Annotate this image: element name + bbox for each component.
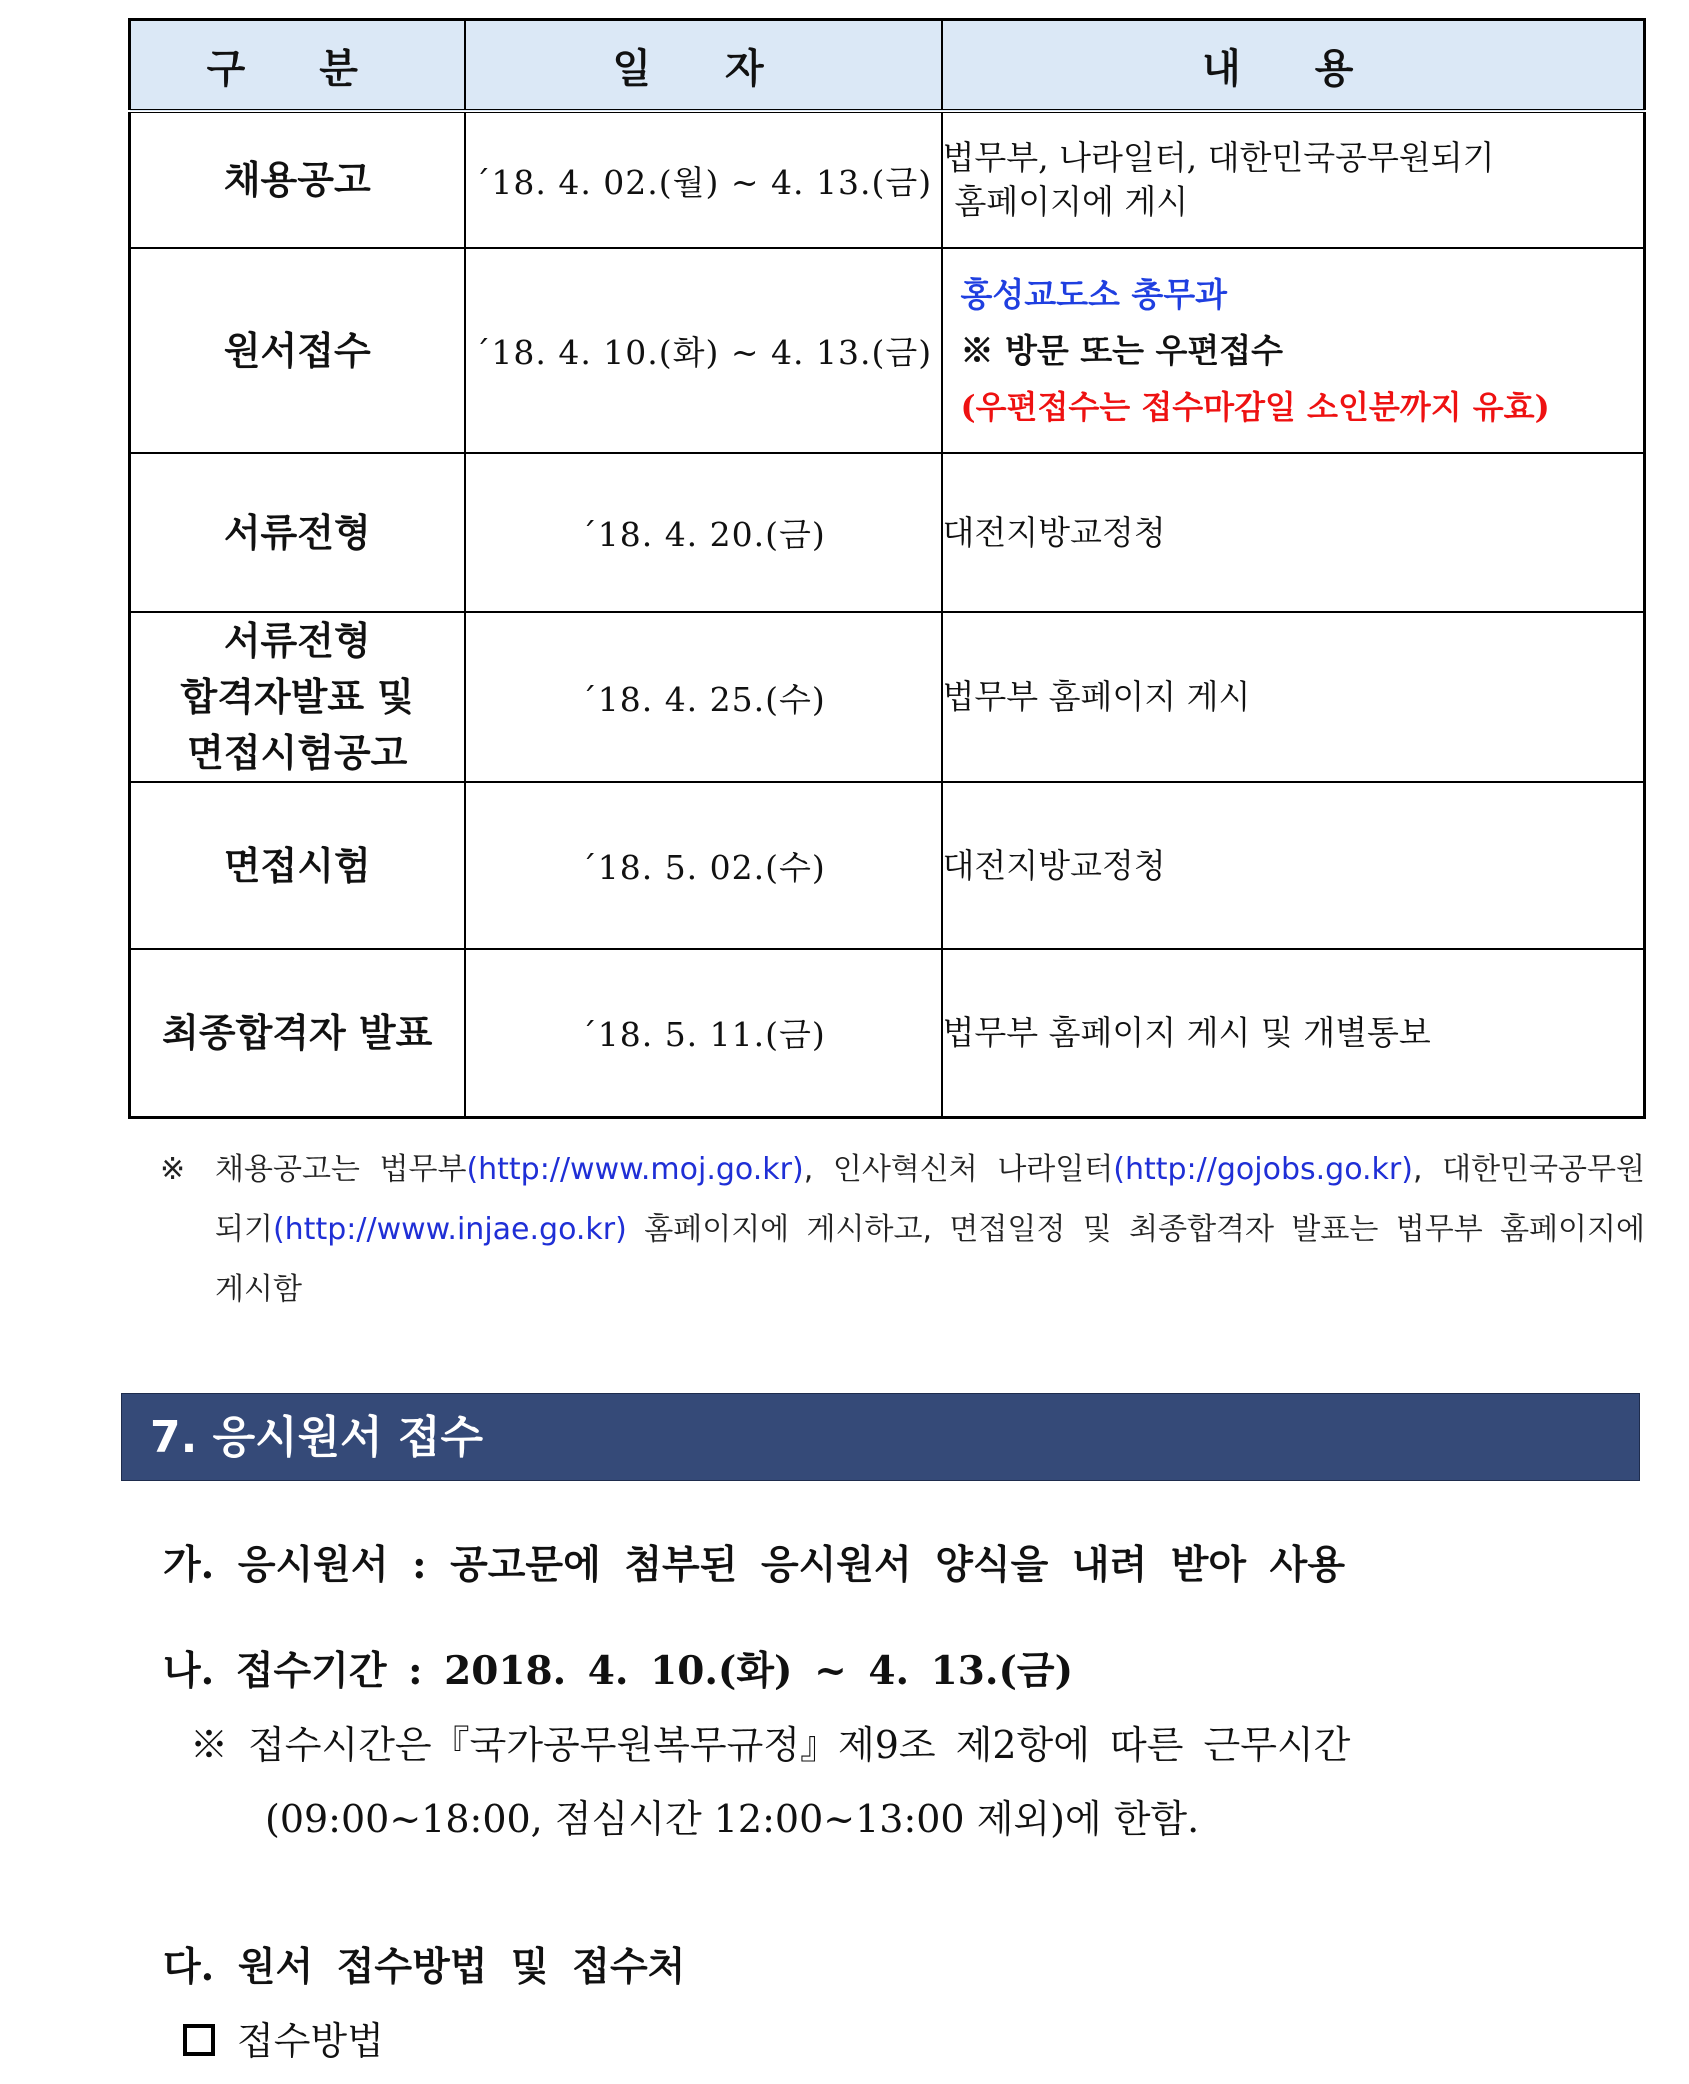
table-row bbox=[130, 248, 1645, 453]
item-na-note: ※ 접수시간은『국가공무원복무규정』제9조 제2항에 따른 근무시간 bbox=[190, 1723, 1351, 1767]
posting-note bbox=[160, 1140, 1645, 1320]
injae-link[interactable]: (http://www.injae.go.kr) bbox=[272, 1212, 627, 1247]
method-label: 접수방법 bbox=[237, 2019, 384, 2063]
row-content bbox=[942, 248, 1645, 453]
content-line: 법무부 홈페이지 게시 bbox=[942, 677, 1251, 716]
checkbox-icon bbox=[183, 2024, 215, 2056]
gojobs-link[interactable]: (http://gojobs.go.kr) bbox=[1113, 1152, 1413, 1187]
row-date: ´18. 5. 02.(수) bbox=[465, 782, 942, 949]
content-line-method: ※ 방문 또는 우편접수 bbox=[960, 330, 1283, 370]
item-na-note-cont: (09:00∼18:00, 점심시간 12:00~13:00 제외)에 한함. bbox=[265, 1797, 1200, 1841]
content-line: 대전지방교정청 bbox=[942, 512, 1166, 552]
content-line-office: 홍성교도소 총무과 bbox=[960, 274, 1228, 314]
row-date: ´18. 4. 10.(화) ~ 4. 13.(금) bbox=[465, 248, 942, 453]
row-content bbox=[942, 949, 1645, 1117]
note-segment: 홈페이지에 게시하고, 면접일정 및 최종합격자 발표는 법무부 홈페이지에 게시함 bbox=[215, 1212, 1645, 1307]
row-category: 서류전형 bbox=[130, 453, 465, 612]
section-heading: 7. 응시원서 접수 bbox=[121, 1393, 1640, 1481]
note-segment: 채용공고는 법무부 bbox=[215, 1152, 467, 1187]
content-line: 법무부, 나라일터, 대한민국공무원되기 bbox=[942, 138, 1495, 177]
row-category: 원서접수 bbox=[130, 248, 465, 453]
row-date: ´18. 5. 11.(금) bbox=[465, 949, 942, 1117]
row-content bbox=[942, 782, 1645, 949]
note-text bbox=[215, 1140, 1645, 1320]
row-category: 최종합격자 발표 bbox=[130, 949, 465, 1117]
row-content bbox=[942, 111, 1645, 248]
content-line: 홈페이지에 게시 bbox=[954, 182, 1189, 221]
table-row bbox=[130, 612, 1645, 782]
row-date: ´18. 4. 25.(수) bbox=[465, 612, 942, 782]
category-line: 면접시험공고 bbox=[187, 730, 408, 775]
header-category: 구 분 bbox=[130, 20, 465, 112]
note-mark: ※ bbox=[160, 1152, 186, 1187]
table-row bbox=[130, 453, 1645, 612]
header-content: 내 용 bbox=[942, 20, 1645, 112]
row-content bbox=[942, 453, 1645, 612]
item-ga: 가. 응시원서 : 공고문에 첨부된 응시원서 양식을 내려 받아 사용 bbox=[163, 1542, 1346, 1588]
item-da: 다. 원서 접수방법 및 접수처 bbox=[163, 1944, 686, 1990]
row-date: ´18. 4. 02.(월) ~ 4. 13.(금) bbox=[465, 111, 942, 248]
table-header-row bbox=[130, 20, 1645, 112]
item-na: 나. 접수기간 : 2018. 4. 10.(화) ~ 4. 13.(금) bbox=[163, 1648, 1074, 1694]
content-line-validity: (우편접수는 접수마감일 소인분까지 유효) bbox=[960, 387, 1550, 426]
content-line: 법무부 홈페이지 게시 및 개별통보 bbox=[942, 1012, 1431, 1052]
content-line: 대전지방교정청 bbox=[942, 845, 1166, 885]
table-row bbox=[130, 782, 1645, 949]
item-da-method bbox=[183, 2010, 384, 2065]
category-line: 서류전형 bbox=[223, 618, 371, 663]
header-date: 일 자 bbox=[465, 20, 942, 112]
schedule-table bbox=[128, 18, 1646, 1119]
table-row bbox=[130, 949, 1645, 1117]
row-category bbox=[130, 612, 465, 782]
category-line: 합격자발표 및 bbox=[180, 674, 414, 719]
note-segment: , 인사혁신처 나라일터 bbox=[803, 1152, 1114, 1187]
row-content bbox=[942, 612, 1645, 782]
row-category: 면접시험 bbox=[130, 782, 465, 949]
note-segment: , 대한민국공무원되기 bbox=[215, 1152, 1645, 1247]
row-category: 채용공고 bbox=[130, 111, 465, 248]
row-date: ´18. 4. 20.(금) bbox=[465, 453, 942, 612]
moj-link[interactable]: (http://www.moj.go.kr) bbox=[466, 1152, 804, 1187]
table-row bbox=[130, 111, 1645, 248]
